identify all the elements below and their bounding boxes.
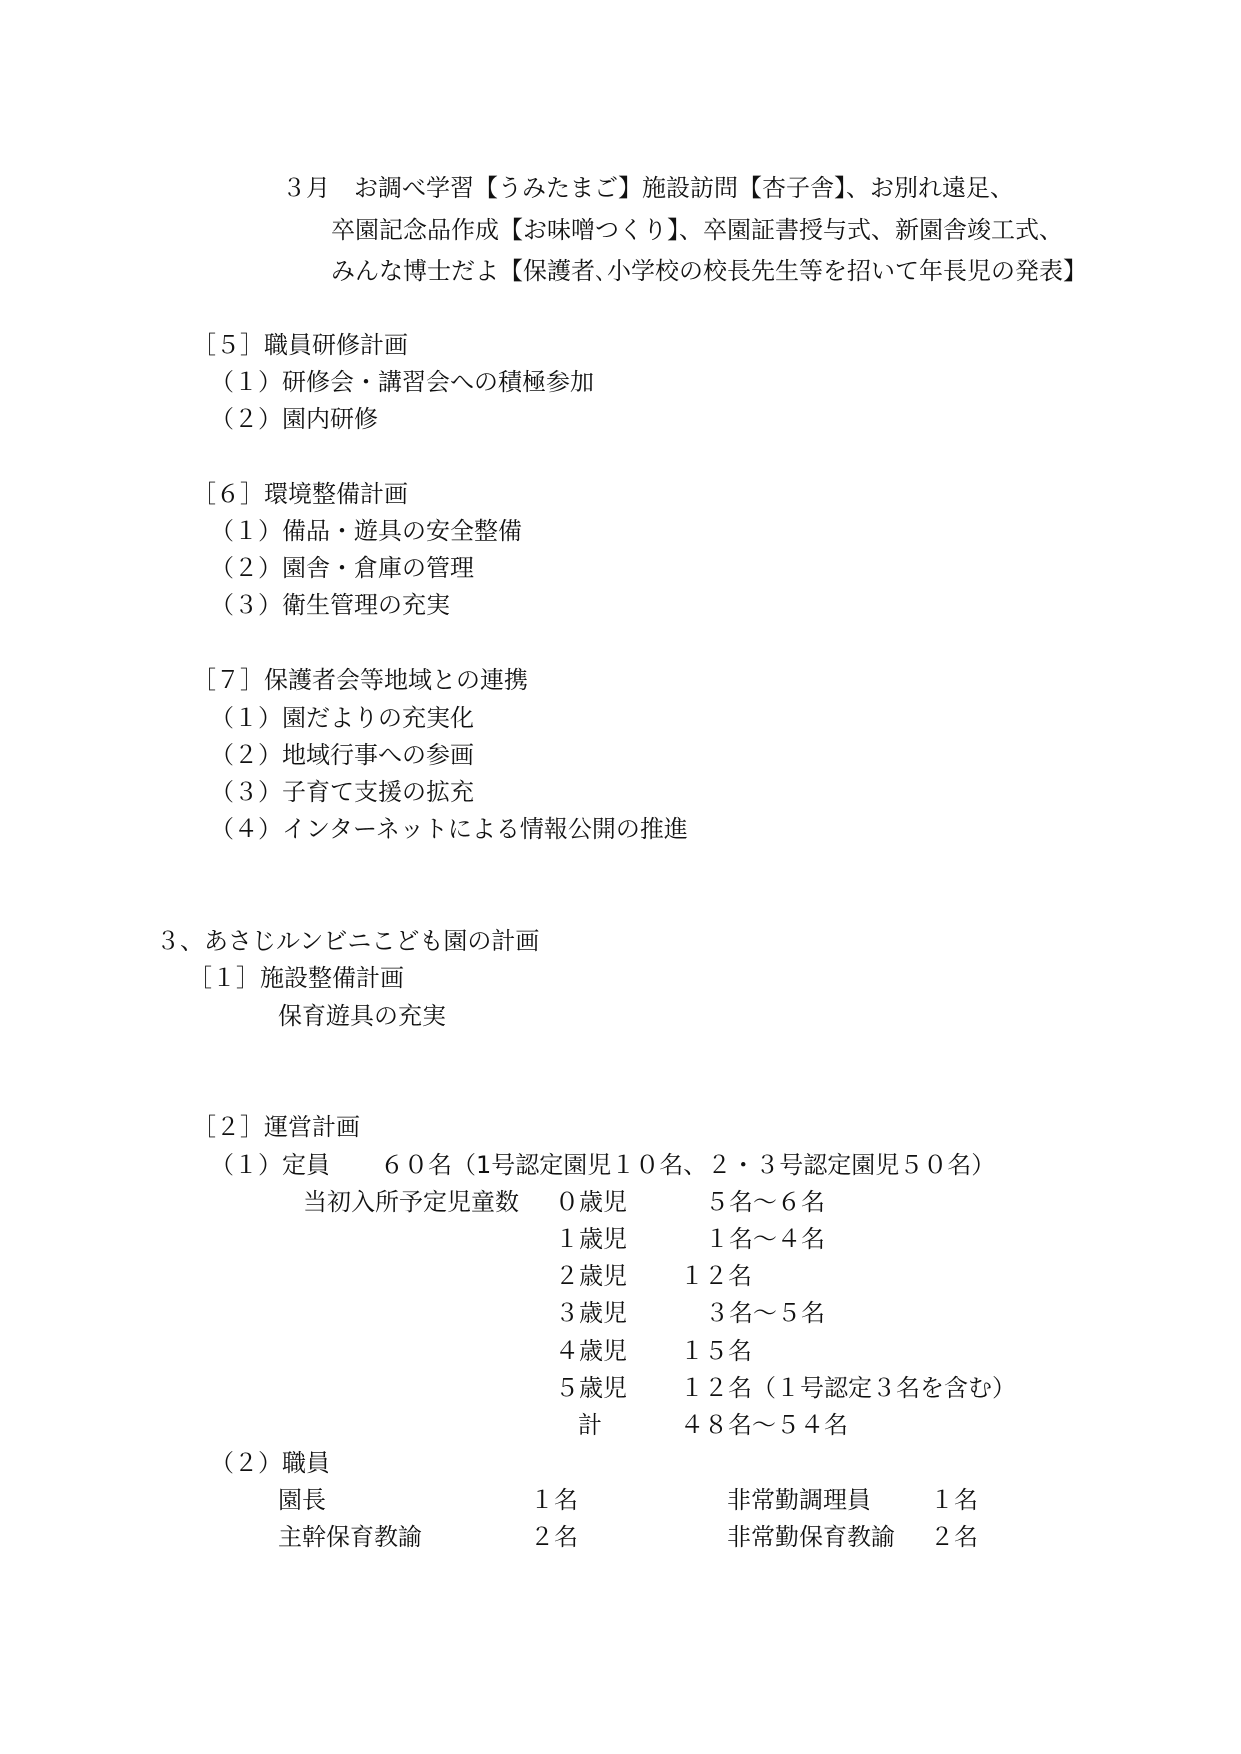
enrollment-age: ０歳児 [555,1188,627,1216]
staff-count: １名 [530,1486,578,1514]
section-5-item-1: （１）研修会・講習会への積極参加 [210,368,594,396]
march-line-1: ３月 お調べ学習【うみたまご】施設訪問【杏子舎】、お別れ遠足、 [282,174,1014,202]
staff-role: 園長 [278,1486,326,1514]
enrollment-label: 当初入所予定児童数 [303,1188,519,1216]
section-6-item-3: （３）衛生管理の充実 [210,591,450,619]
section-7-item-4: （４）インターネットによる情報公開の推進 [210,815,688,843]
capacity-value: ６０名（1号認定園児１０名、２・３号認定園児５０名） [380,1151,996,1179]
section-6-item-1: （１）備品・遊具の安全整備 [210,517,522,545]
section-7-item-3: （３）子育て支援の拡充 [210,778,474,806]
staff-role: 主幹保育教諭 [278,1523,422,1551]
staff-role: 非常勤保育教諭 [727,1523,895,1551]
facility-plan-body: 保育遊具の充実 [278,1002,446,1030]
staff-label: （２）職員 [210,1449,330,1477]
enrollment-count: １２名（１号認定３名を含む） [680,1374,1016,1402]
enrollment-count: １２名 [680,1262,752,1290]
section-6-heading: ［６］環境整備計画 [192,480,408,508]
enrollment-age: ４歳児 [555,1337,627,1365]
enrollment-age: ３歳児 [555,1299,627,1327]
enrollment-total-label: 計 [578,1411,602,1439]
enrollment-age: ２歳児 [555,1262,627,1290]
enrollment-total-count: ４８名～５４名 [680,1411,848,1439]
staff-count: ２名 [930,1523,978,1551]
staff-count: ２名 [530,1523,578,1551]
section-7-item-2: （２）地域行事への参画 [210,741,474,769]
enrollment-age: １歳児 [555,1225,627,1253]
staff-role: 非常勤調理員 [727,1486,871,1514]
staff-count: １名 [930,1486,978,1514]
enrollment-count: ５名～６名 [705,1188,825,1216]
capacity-label: （１）定員 [210,1151,330,1179]
section-6-item-2: （２）園舎・倉庫の管理 [210,554,474,582]
section-7-item-1: （１）園だよりの充実化 [210,704,474,732]
enrollment-count: ３名～５名 [705,1299,825,1327]
section-5-heading: ［５］職員研修計画 [192,331,408,359]
section-7-heading: ［７］保護者会等地域との連携 [192,666,528,694]
facility-plan-heading: ［１］施設整備計画 [188,964,404,992]
section-5-item-2: （２）園内研修 [210,405,378,433]
enrollment-count: １５名 [680,1337,752,1365]
part-3-title: ３、あさじルンビニこども園の計画 [156,927,540,955]
enrollment-age: ５歳児 [555,1374,627,1402]
operation-plan-heading: ［２］運営計画 [192,1113,360,1141]
march-line-3: みんな博士だよ【保護者､小学校の校長先生等を招いて年長児の発表】 [331,257,1087,285]
march-line-2: 卒園記念品作成【お味噌つくり】、卒園証書授与式、新園舎竣工式、 [331,216,1063,244]
enrollment-count: １名～４名 [705,1225,825,1253]
